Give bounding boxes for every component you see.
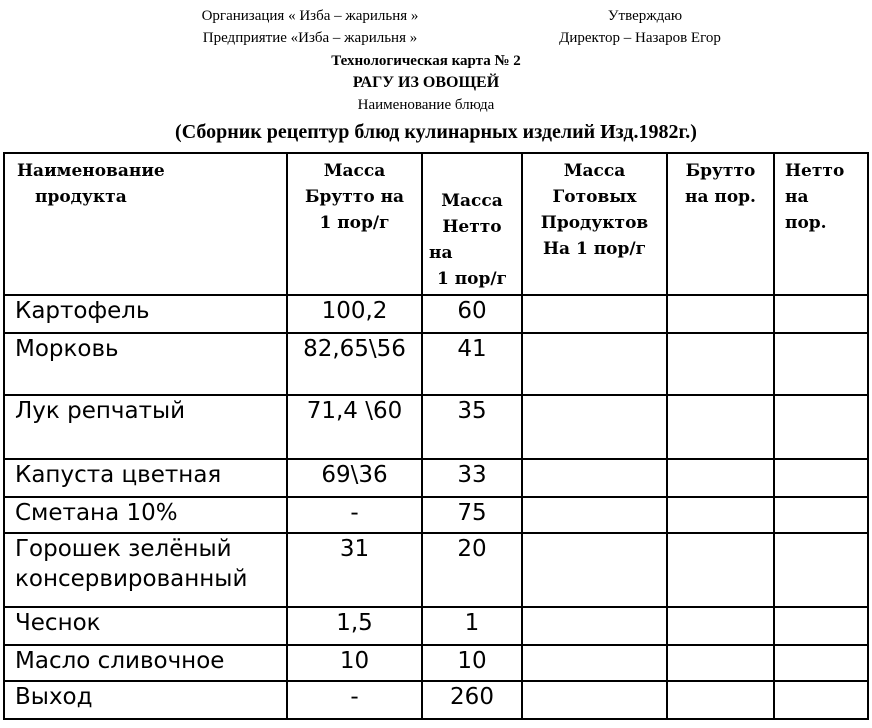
column-header-brutto-portion: Брутто на пор. bbox=[667, 153, 774, 295]
brutto-portion-cell bbox=[667, 607, 774, 645]
column-header-netto: Масса Нетто на 1 пор/г bbox=[422, 153, 522, 295]
netto-value: 41 bbox=[422, 333, 522, 395]
dish-caption: Наименование блюда bbox=[357, 97, 495, 113]
netto-portion-cell bbox=[774, 681, 868, 719]
product-name: Лук репчатый bbox=[4, 395, 287, 459]
netto-value: 10 bbox=[422, 645, 522, 681]
brutto-portion-cell bbox=[667, 333, 774, 395]
brutto-value: 1,5 bbox=[287, 607, 422, 645]
netto-portion-cell bbox=[774, 395, 868, 459]
netto-portion-cell bbox=[774, 533, 868, 607]
brutto-value: - bbox=[287, 497, 422, 533]
netto-portion-cell bbox=[774, 295, 868, 333]
product-name: Картофель bbox=[4, 295, 287, 333]
product-name: Чеснок bbox=[4, 607, 287, 645]
director-line: Директор – Назаров Егор bbox=[559, 30, 721, 46]
netto-value: 75 bbox=[422, 497, 522, 533]
ready-mass-cell bbox=[522, 497, 667, 533]
brutto-portion-cell bbox=[667, 459, 774, 497]
brutto-value: 10 bbox=[287, 645, 422, 681]
brutto-portion-cell bbox=[667, 681, 774, 719]
column-header-product: Наименование продукта bbox=[4, 153, 287, 295]
table-row bbox=[4, 295, 868, 333]
recipe-table bbox=[3, 152, 869, 720]
netto-value: 20 bbox=[422, 533, 522, 607]
recipe-source: (Сборник рецептур блюд кулинарных изделий Изд.1982г.) bbox=[175, 121, 697, 143]
brutto-value: 100,2 bbox=[287, 295, 422, 333]
netto-portion-cell bbox=[774, 497, 868, 533]
table-row bbox=[4, 533, 868, 607]
ready-mass-cell bbox=[522, 459, 667, 497]
brutto-portion-cell bbox=[667, 533, 774, 607]
netto-value: 33 bbox=[422, 459, 522, 497]
product-name: Масло сливочное bbox=[4, 645, 287, 681]
brutto-value: 82,65\56 bbox=[287, 333, 422, 395]
table-row bbox=[4, 459, 868, 497]
brutto-value: - bbox=[287, 681, 422, 719]
brutto-portion-cell bbox=[667, 497, 774, 533]
product-name: Горошек зелёный консервированный bbox=[4, 533, 287, 607]
table-row bbox=[4, 681, 868, 719]
ready-mass-cell bbox=[522, 395, 667, 459]
product-name: Выход bbox=[4, 681, 287, 719]
product-name: Морковь bbox=[4, 333, 287, 395]
ready-mass-cell bbox=[522, 607, 667, 645]
netto-value: 1 bbox=[422, 607, 522, 645]
table-row bbox=[4, 607, 868, 645]
ready-mass-cell bbox=[522, 333, 667, 395]
netto-portion-cell bbox=[774, 333, 868, 395]
brutto-portion-cell bbox=[667, 395, 774, 459]
brutto-portion-cell bbox=[667, 295, 774, 333]
card-title: Технологическая карта № 2 bbox=[331, 53, 521, 69]
ready-mass-cell bbox=[522, 295, 667, 333]
product-name: Сметана 10% bbox=[4, 497, 287, 533]
enterprise-line: Предприятие «Изба – жарильня » bbox=[202, 30, 418, 46]
approve-label: Утверждаю bbox=[607, 8, 683, 24]
netto-value: 60 bbox=[422, 295, 522, 333]
column-header-ready-mass: Масса Готовых Продуктов На 1 пор/г bbox=[522, 153, 667, 295]
product-name: Капуста цветная bbox=[4, 459, 287, 497]
column-header-brutto: Масса Брутто на 1 пор/г bbox=[287, 153, 422, 295]
netto-value: 260 bbox=[422, 681, 522, 719]
organization-line: Организация « Изба – жарильня » bbox=[201, 8, 419, 24]
brutto-value: 31 bbox=[287, 533, 422, 607]
table-row bbox=[4, 395, 868, 459]
netto-portion-cell bbox=[774, 607, 868, 645]
netto-portion-cell bbox=[774, 645, 868, 681]
ready-mass-cell bbox=[522, 533, 667, 607]
dish-name: РАГУ ИЗ ОВОЩЕЙ bbox=[352, 74, 500, 91]
brutto-portion-cell bbox=[667, 645, 774, 681]
ready-mass-cell bbox=[522, 645, 667, 681]
brutto-value: 71,4 \60 bbox=[287, 395, 422, 459]
table-row bbox=[4, 497, 868, 533]
netto-portion-cell bbox=[774, 459, 868, 497]
brutto-value: 69\36 bbox=[287, 459, 422, 497]
ready-mass-cell bbox=[522, 681, 667, 719]
table-row bbox=[4, 645, 868, 681]
column-header-netto-portion: Нетто на пор. bbox=[774, 153, 868, 295]
table-row bbox=[4, 333, 868, 395]
table-header-row bbox=[4, 153, 868, 295]
netto-value: 35 bbox=[422, 395, 522, 459]
